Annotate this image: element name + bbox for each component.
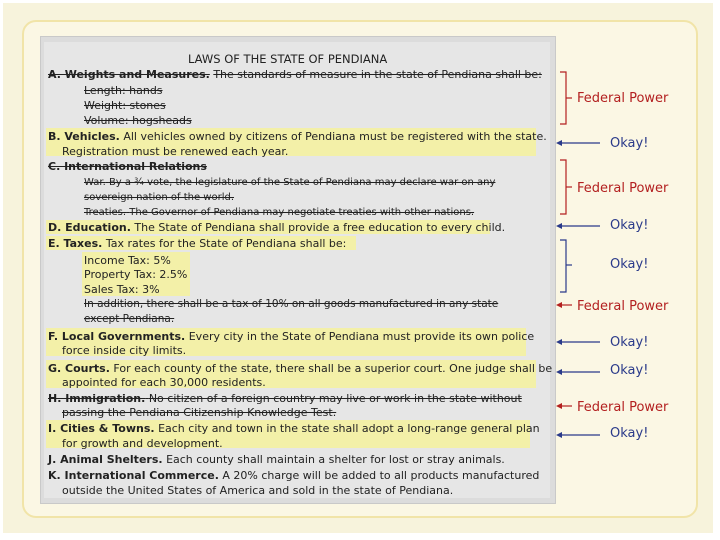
section-k-cont: outside the United States of America and sold in the state of Pendiana. <box>62 484 454 497</box>
section-e: E. Taxes. Tax rates for the State of Pendiana shall be: <box>48 237 347 250</box>
section-c-treaties: Treaties. The Governor of Pendiana may negotiate treaties with other nations. <box>84 207 475 218</box>
bracket-e <box>560 240 566 292</box>
document-title: LAWS OF THE STATE OF PENDIANA <box>188 52 388 66</box>
annotation-label: Federal Power <box>577 400 669 415</box>
section-c-war: War. By a ¾ vote, the legislature of the State of Pendiana may declare war on any <box>84 177 496 188</box>
section-a: A. Weights and Measures. The standards of measure in the state of Pendiana shall be: <box>48 68 542 81</box>
section-k: K. International Commerce. A 20% charge will be added to all products manufactured <box>48 469 540 482</box>
annotation-label: Okay! <box>610 335 649 350</box>
section-a-item: Length: hands <box>84 84 163 97</box>
section-f-cont: force inside city limits. <box>62 344 187 357</box>
arrow-i-head <box>556 432 562 438</box>
section-e-item: Income Tax: 5% <box>84 254 171 267</box>
bracket-c <box>560 160 566 214</box>
section-e-goods-tax: In addition, there shall be a tax of 10% on all goods manufactured in any state <box>84 298 499 310</box>
arrow-h-head <box>556 403 562 409</box>
section-e-goods-tax-cont: except Pendiana. <box>84 313 175 325</box>
annotation-label: Okay! <box>610 136 649 151</box>
annotation-label: Federal Power <box>577 181 669 196</box>
section-j: J. Animal Shelters. Each county shall maintain a shelter for lost or stray animals. <box>48 453 505 466</box>
arrow-b-head <box>556 140 562 146</box>
section-f: F. Local Governments. Every city in the State of Pendiana must provide its own police <box>48 330 535 343</box>
annotation-label: Federal Power <box>577 91 669 106</box>
section-a-item: Volume: hogsheads <box>84 114 192 127</box>
section-h-cont: passing the Pendiana Citizenship Knowledge Test. <box>62 406 337 419</box>
bracket-a <box>560 72 566 124</box>
section-c: C. International Relations <box>48 160 207 173</box>
section-i-cont: for growth and development. <box>62 437 223 450</box>
section-g-cont: appointed for each 30,000 residents. <box>62 376 266 389</box>
arrow-d-head <box>556 223 562 229</box>
section-b: B. Vehicles. All vehicles owned by citizens of Pendiana must be registered with the state. <box>48 130 547 143</box>
section-a-item: Weight: stones <box>84 99 166 112</box>
section-b-cont: Registration must be renewed each year. <box>62 145 289 158</box>
arrow-e-goods-head <box>556 302 562 308</box>
arrow-f-head <box>556 339 562 345</box>
section-d: D. Education. The State of Pendiana shall provide a free education to every child. <box>48 221 506 234</box>
section-e-item: Sales Tax: 3% <box>84 283 160 296</box>
annotation-label: Okay! <box>610 426 649 441</box>
section-e-item: Property Tax: 2.5% <box>84 268 188 281</box>
annotation-label: Okay! <box>610 363 649 378</box>
arrow-g-head <box>556 369 562 375</box>
section-c-war-cont: sovereign nation of the world. <box>84 192 235 203</box>
annotation-label: Okay! <box>610 257 649 272</box>
annotation-label: Federal Power <box>577 299 669 314</box>
section-h: H. Immigration. No citizen of a foreign country may live or work in the state without <box>48 392 522 405</box>
section-g: G. Courts. For each county of the state, there shall be a superior court. One judge shall be <box>48 362 553 375</box>
section-i: I. Cities & Towns. Each city and town in the state shall adopt a long-range general plan <box>48 422 540 435</box>
annotation-label: Okay! <box>610 218 649 233</box>
